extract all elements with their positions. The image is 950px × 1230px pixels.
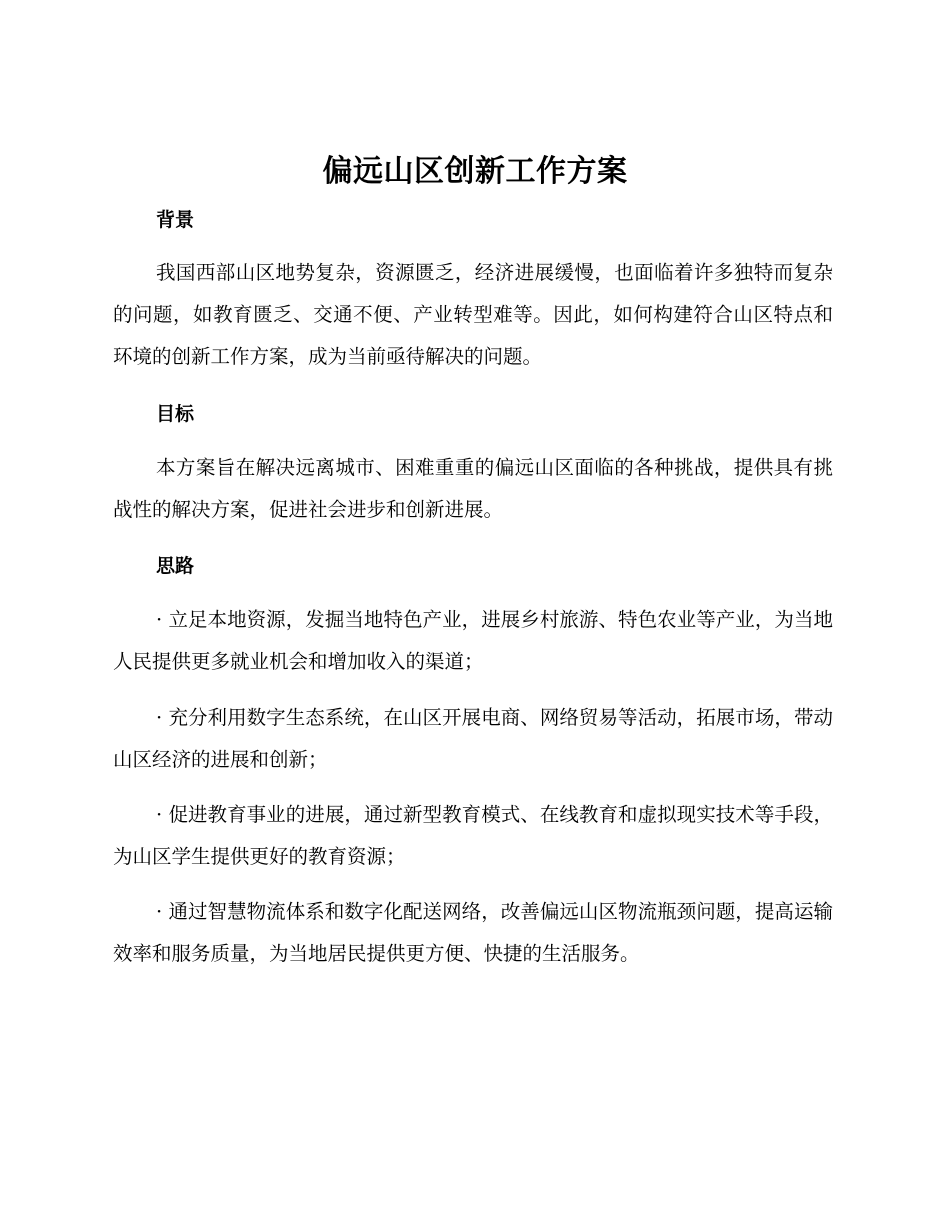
section-heading-goal: 目标	[156, 403, 195, 425]
section-heading-background: 背景	[156, 209, 195, 231]
background-paragraph: 我国西部山区地势复杂，资源匮乏，经济进展缓慢，也面临着许多独特而复杂的问题，如教育匮乏、交通不便、产业转型难等。因此，如何构建符合山区特点和环境的创新工作方案，成为当前亟待解决的问题。	[113, 261, 833, 368]
document-title: 偏远山区创新工作方案	[322, 154, 628, 189]
goal-paragraph: 本方案旨在解决远离城市、困难重重的偏远山区面临的各种挑战，提供具有挑战性的解决方案，促进社会进步和创新进展。	[113, 456, 833, 521]
approach-item: · 促进教育事业的进展，通过新型教育模式、在线教育和虚拟现实技术等手段，为山区学生提供更好的教育资源；	[113, 803, 833, 868]
section-heading-approach: 思路	[156, 555, 195, 577]
approach-item: · 通过智慧物流体系和数字化配送网络，改善偏远山区物流瓶颈问题，提高运输效率和服务质量，为当地居民提供更方便、快捷的生活服务。	[113, 900, 833, 965]
approach-item: · 充分利用数字生态系统，在山区开展电商、网络贸易等活动，拓展市场，带动山区经济的进展和创新；	[113, 706, 833, 771]
approach-item: · 立足本地资源，发掘当地特色产业，进展乡村旅游、特色农业等产业，为当地人民提供更多就业机会和增加收入的渠道；	[113, 608, 833, 673]
